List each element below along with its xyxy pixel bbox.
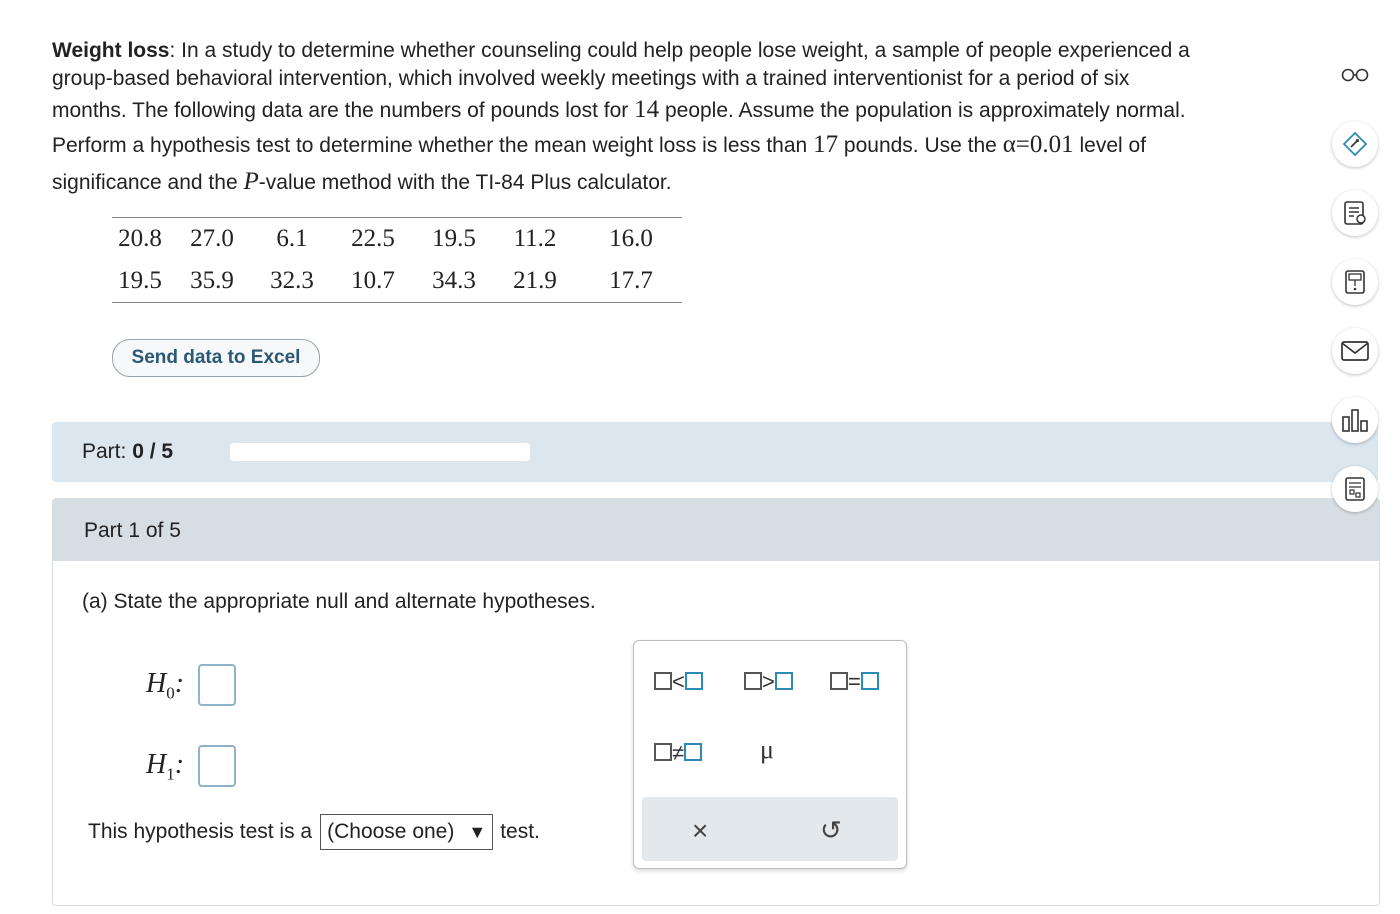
h1-letter: H — [146, 749, 167, 780]
table-cell: 32.3 — [270, 267, 314, 294]
palette-footer — [642, 797, 898, 861]
problem-line-4b: pounds. Use the — [843, 134, 997, 157]
not-equal-button[interactable] — [654, 740, 702, 766]
h0-answer-box[interactable] — [198, 664, 236, 706]
part-label-text: Part: — [82, 440, 127, 463]
calculator-icon[interactable] — [1332, 259, 1378, 305]
problem-heading: Weight loss — [52, 39, 170, 62]
table-cell: 20.8 — [118, 225, 162, 252]
sample-size: 14 — [634, 96, 660, 123]
neq-symbol: ≠ — [672, 740, 685, 765]
part-label — [82, 440, 173, 464]
bar-chart-icon[interactable] — [1332, 397, 1378, 443]
part-progress-bar — [52, 422, 1378, 482]
greater-than-button[interactable] — [744, 669, 793, 695]
table-row — [112, 260, 682, 303]
problem-line-5b: -value method with the TI-84 Plus calculator. — [258, 171, 672, 194]
send-data-to-excel-button[interactable]: Send data to Excel — [112, 339, 320, 377]
select-value: (Choose one) — [327, 820, 455, 843]
alpha-value: α=0.01 — [1002, 131, 1074, 158]
h1-answer-box[interactable] — [198, 745, 236, 787]
part-header — [53, 499, 1379, 561]
table-cell: 35.9 — [190, 267, 234, 294]
problem-line-3b: people. Assume the population is approximately normal. — [664, 99, 1186, 122]
equals-button[interactable] — [830, 669, 879, 695]
caret-down-icon: ▼ — [468, 822, 487, 842]
sentence-start: This hypothesis test is a — [88, 820, 313, 843]
less-than-button[interactable] — [654, 669, 703, 695]
problem-line-1: In a study to determine whether counseling could help people lose weight, a sample of people experienced a — [181, 39, 1190, 62]
checklist-icon[interactable] — [1332, 190, 1378, 236]
mu-value: 17 — [813, 131, 839, 158]
problem-line-4c: level of — [1079, 134, 1147, 157]
part-progress-text: 0 / 5 — [132, 440, 174, 463]
test-type-sentence — [88, 814, 540, 850]
p-symbol: P — [243, 168, 259, 195]
table-cell: 34.3 — [432, 267, 476, 294]
sentence-end: test. — [500, 820, 540, 843]
pencil-diamond-icon[interactable] — [1332, 121, 1378, 167]
data-table — [112, 217, 682, 303]
gt-symbol: > — [762, 669, 775, 694]
table-cell: 6.1 — [276, 225, 308, 252]
h0-subscript: 0 — [166, 683, 175, 703]
symbol-palette — [633, 640, 907, 869]
h1-subscript: 1 — [166, 764, 175, 784]
problem-line-3: months. The following data are the numbers of pounds lost for — [52, 99, 629, 122]
problem-line-2: group-based behavioral intervention, which involved weekly meetings with a trained interventionist for a period of six — [52, 67, 1130, 90]
test-type-select[interactable] — [320, 814, 493, 850]
table-cell: 22.5 — [351, 225, 395, 252]
h0-label — [146, 668, 184, 704]
table-cell: 16.0 — [609, 225, 653, 252]
table-cell: 11.2 — [513, 225, 557, 252]
table-cell: 27.0 — [190, 225, 234, 252]
table-cell: 10.7 — [351, 267, 395, 294]
h0-letter: H — [146, 668, 167, 699]
problem-line-5: significance and the — [52, 171, 238, 194]
glasses-icon[interactable] — [1332, 52, 1378, 98]
h1-colon: : — [174, 749, 185, 780]
h1-label — [146, 749, 184, 785]
table-cell: 17.7 — [609, 267, 653, 294]
part-title: Part 1 of 5 — [84, 519, 181, 542]
problem-line-4: Perform a hypothesis test to determine whether the mean weight loss is less than — [52, 134, 808, 157]
clear-icon[interactable]: × — [692, 815, 709, 846]
h0-colon: : — [174, 668, 185, 699]
mu-button[interactable]: μ — [760, 735, 774, 764]
table-cell: 19.5 — [118, 267, 162, 294]
progress-track — [230, 443, 530, 461]
eq-symbol: = — [848, 669, 861, 694]
lt-symbol: < — [672, 669, 685, 694]
mail-icon[interactable] — [1332, 328, 1378, 374]
table-cell: 19.5 — [432, 225, 476, 252]
undo-icon[interactable]: ↺ — [820, 815, 842, 845]
table-cell: 21.9 — [513, 267, 557, 294]
data-table-icon[interactable] — [1332, 466, 1378, 512]
table-row — [112, 218, 682, 261]
question-text: (a) State the appropriate null and alternate hypotheses. — [82, 590, 596, 613]
problem-statement: Weight loss: In a study to determine whether counseling could help people lose weight, a sample of people experienced a group-based behavioral intervention, which involved weekly meetings with a trained interventionist for a period of six months. The following data are the numbers of pounds lost for 14 people. Assume the population is approximately normal. Perform a hypothesis test to determine whether the mean weight loss is less than 17 pounds. Use the α=0.01 level of significance and the P-value method with the TI-84 Plus calculator. — [52, 39, 1190, 195]
